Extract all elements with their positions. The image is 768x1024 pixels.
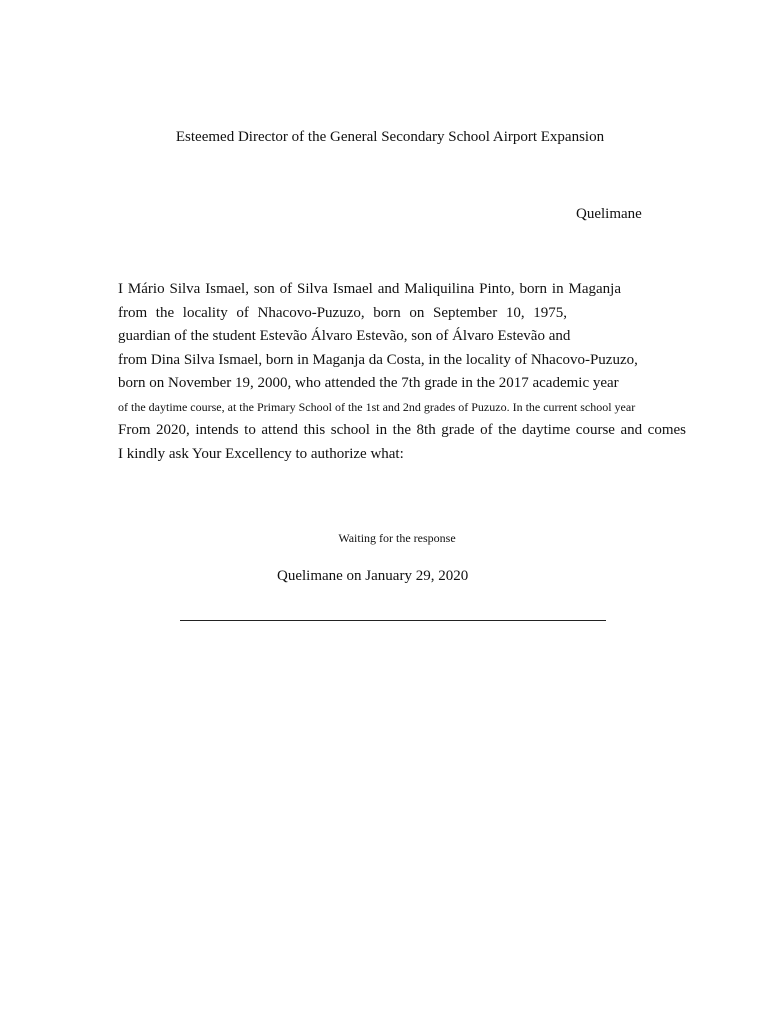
body-line-5: born on November 19, 2000, who attended the 7th grade in the 2017 academic year [118,375,619,391]
letter-city: Quelimane [576,206,642,222]
body-line-6: of the daytime course, at the Primary School of the 1st and 2nd grades of Puzuzo. In the current school year [118,399,636,414]
body-line-4: from Dina Silva Ismael, born in Maganja da Costa, in the locality of Nhacovo-Puzuzo, [118,351,638,368]
letter-addressee: Esteemed Director of the General Secondary School Airport Expansion [175,129,605,145]
letter-body [118,278,688,466]
body-line-1: I Mário Silva Ismael, son of Silva Ismael and Maliquilina Pinto, born in Maganja [118,281,621,297]
body-line-7: From 2020, intends to attend this school in the 8th grade of the daytime course and comes [118,422,686,438]
body-line-2: from the locality of Nhacovo-Puzuzo, born on September 10, 1975, [118,304,567,321]
letter-place-date: Quelimane on January 29, 2020 [277,568,469,584]
signature-line [180,620,606,621]
letter-closing: Waiting for the response [338,531,456,545]
body-line-3: guardian of the student Estevão Álvaro Estevão, son of Álvaro Estevão and [118,328,571,344]
body-line-8: I kindly ask Your Excellency to authorize what: [118,445,404,462]
